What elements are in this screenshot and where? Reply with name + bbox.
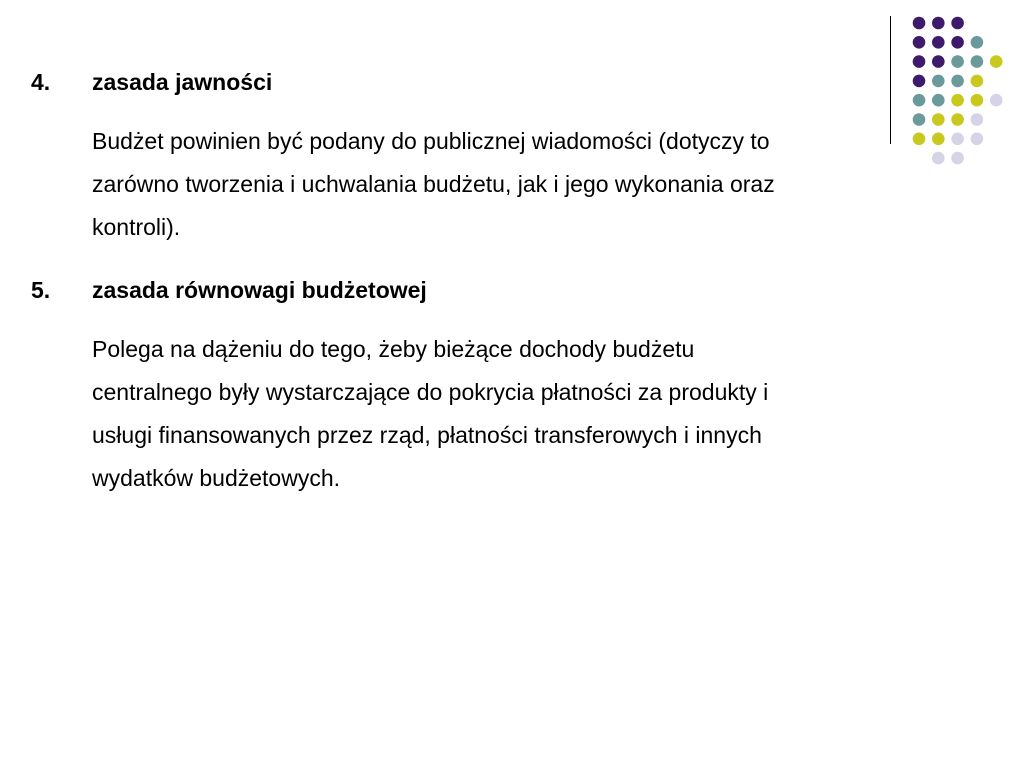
item-heading: zasada równowagi budżetowej (92, 277, 427, 303)
paragraph-line: wydatków budżetowych. (92, 465, 341, 491)
paragraph-line: kontroli). (92, 214, 181, 240)
item-heading: zasada jawności (92, 69, 273, 95)
item-paragraph (92, 120, 992, 249)
paragraph-line: Polega na dążeniu do tego, żeby bieżące dochody budżetu (92, 336, 695, 362)
paragraph-line: Budżet powinien być podany do publicznej wiadomości (dotyczy to (92, 128, 770, 154)
item-number: 5. (31, 277, 51, 303)
paragraph-line: zarówno tworzenia i uchwalania budżetu, jak i jego wykonania oraz (92, 171, 775, 197)
paragraph-line: usługi finansowanych przez rząd, płatności transferowych i innych (92, 422, 762, 448)
item-number: 4. (31, 69, 51, 95)
item-paragraph (92, 328, 992, 500)
paragraph-line: centralnego były wystarczające do pokrycia płatności za produkty i (92, 379, 769, 405)
